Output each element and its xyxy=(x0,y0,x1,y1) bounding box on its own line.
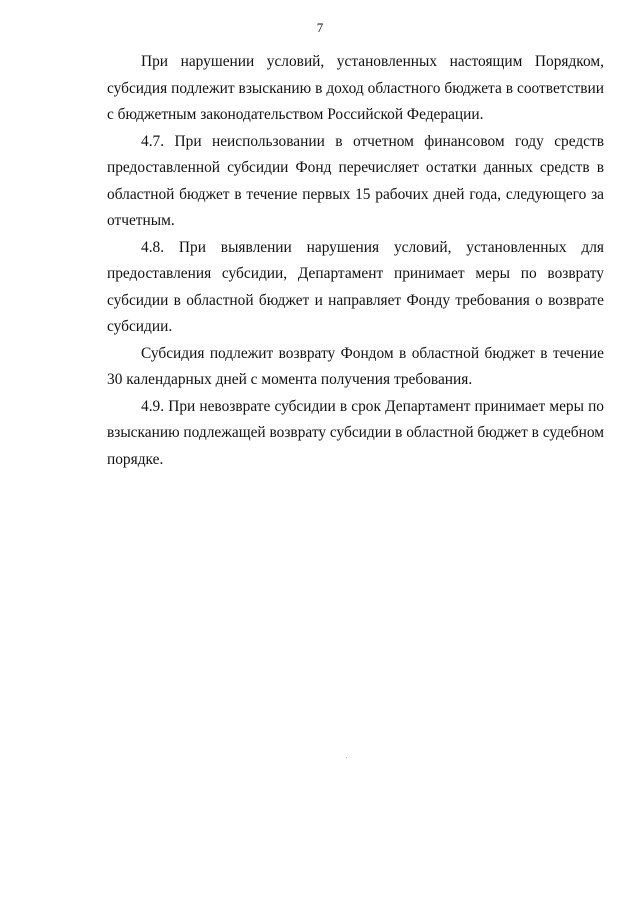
page-number: 7 xyxy=(316,20,324,35)
paragraph-4-8: 4.8. При выявлении нарушения условий, установленных для предоставления субсидии, Департамент принимает меры по возврату субсидии в областной бюджет и направляет Фонду требования о возврате субсидии. xyxy=(107,238,604,335)
paragraph-4-7: 4.7. При неиспользовании в отчетном финансовом году средств предоставленной субсидии Фонд перечисляет остатки данных средств в областной бюджет в течение первых 15 рабочих дней года, следующего за отчетным. xyxy=(107,132,604,229)
scan-speck xyxy=(346,757,347,758)
paragraph-4-9: 4.9. При невозврате субсидии в срок Департамент принимает меры по взысканию подлежащей возврату субсидии в областной бюджет в судебном порядке. xyxy=(107,397,604,468)
paragraph-recovery-terms: При нарушении условий, установленных настоящим Порядком, субсидия подлежит взысканию в доход областного бюджета в соответствии с бюджетным законодательством Российской Федерации. xyxy=(107,53,604,123)
paragraph-return-deadline: Субсидия подлежит возврату Фондом в областной бюджет в течение 30 календарных дней с момента получения требования. xyxy=(107,344,604,388)
document-body xyxy=(107,49,604,473)
